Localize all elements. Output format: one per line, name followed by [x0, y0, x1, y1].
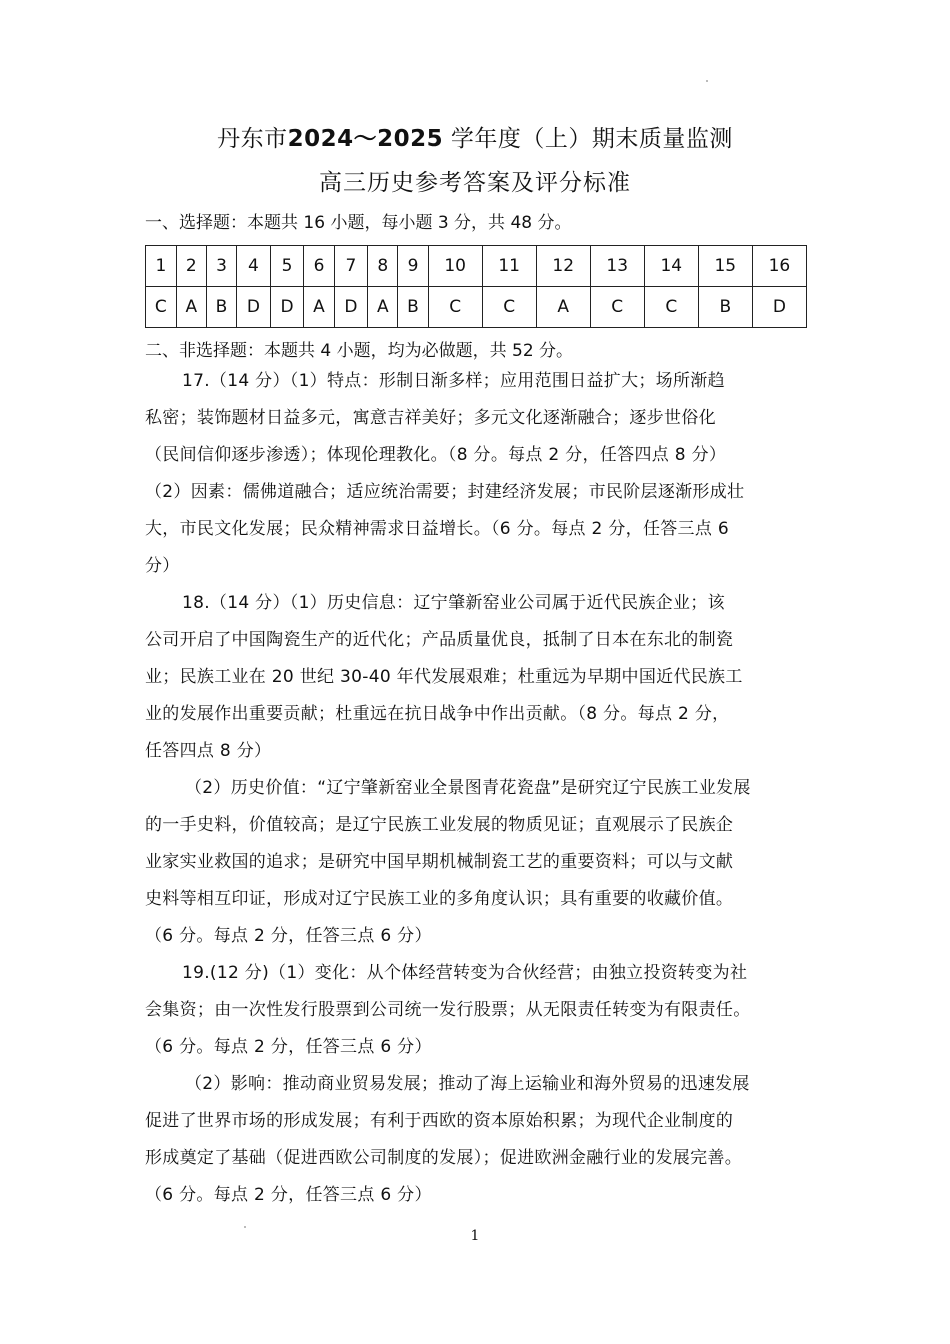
page-number: 1 — [470, 1228, 480, 1244]
section2-heading: 二、非选择题：本题共 4 小题，均为必做题，共 52 分。 — [145, 341, 574, 361]
question-number: 7 — [334, 246, 368, 287]
q18-line: 18.（14 分）（1）历史信息：辽宁肇新窑业公司属于近代民族企业；该 — [182, 593, 725, 613]
scan-speck — [706, 80, 708, 82]
q18-line: 的一手史料，价值较高；是辽宁民族工业发展的物质见证；直观展示了民族企 — [145, 815, 734, 835]
q17-line: 大，市民文化发展；民众精神需求日益增长。（6 分。每点 2 分，任答三点 6 — [145, 519, 729, 539]
answer-cell: A — [368, 287, 398, 328]
title-year: 2024～2025 — [287, 126, 444, 152]
answer-cell: B — [206, 287, 236, 328]
q19-line: 促进了世界市场的形成发展；有利于西欧的资本原始积累；为现代企业制度的 — [145, 1111, 734, 1131]
question-number: 2 — [176, 246, 206, 287]
question-number: 5 — [270, 246, 304, 287]
q17-line: （2）因素：儒佛道融合；适应统治需要；封建经济发展；市民阶层逐渐形成壮 — [145, 482, 745, 502]
q17-line: 分） — [145, 556, 180, 576]
answer-cell: D — [752, 287, 806, 328]
question-number: 6 — [304, 246, 334, 287]
question-number: 1 — [146, 246, 177, 287]
answer-cell: A — [304, 287, 334, 328]
question-number: 11 — [482, 246, 536, 287]
document-title — [0, 122, 950, 156]
question-number: 14 — [644, 246, 698, 287]
question-number: 16 — [752, 246, 806, 287]
q18-line: （2）历史价值：“辽宁肇新窑业全景图青花瓷盘”是研究辽宁民族工业发展 — [185, 778, 751, 798]
question-number: 10 — [428, 246, 482, 287]
answer-cell: C — [428, 287, 482, 328]
q18-line: 业家实业救国的追求；是研究中国早期机械制瓷工艺的重要资料；可以与文献 — [145, 852, 734, 872]
q18-line: 公司开启了中国陶瓷生产的近代化；产品质量优良，抵制了日本在东北的制瓷 — [145, 630, 734, 650]
q18-line: 业；民族工业在 20 世纪 30-40 年代发展艰难；杜重远为早期中国近代民族工 — [145, 667, 743, 687]
q19-line: 形成奠定了基础（促进西欧公司制度的发展）；促进欧洲金融行业的发展完善。 — [145, 1148, 742, 1168]
question-number-row — [146, 246, 807, 287]
q17-line: （民间信仰逐步渗透）；体现伦理教化。（8 分。每点 2 分，任答四点 8 分） — [145, 445, 727, 465]
q18-line: 史料等相互印证，形成对辽宁民族工业的多角度认识；具有重要的收藏价值。 — [145, 889, 734, 909]
answer-cell: C — [146, 287, 177, 328]
question-number: 3 — [206, 246, 236, 287]
q19-line: 会集资；由一次性发行股票到公司统一发行股票；从无限责任转变为有限责任。 — [145, 1000, 751, 1020]
q17-line: 17.（14 分）（1）特点：形制日渐多样；应用范围日益扩大；场所渐趋 — [182, 371, 725, 391]
answer-cell: D — [270, 287, 304, 328]
q19-line: （6 分。每点 2 分，任答三点 6 分） — [145, 1037, 432, 1057]
q18-line: （6 分。每点 2 分，任答三点 6 分） — [145, 926, 432, 946]
q18-line: 业的发展作出重要贡献；杜重远在抗日战争中作出贡献。（8 分。每点 2 分， — [145, 704, 730, 724]
answer-row — [146, 287, 807, 328]
q19-line: （2）影响：推动商业贸易发展；推动了海上运输业和海外贸易的迅速发展 — [185, 1074, 750, 1094]
q19-line: 19.(12 分)（1）变化：从个体经营转变为合伙经营；由独立投资转变为社 — [182, 963, 748, 983]
section1-heading: 一、选择题：本题共 16 小题，每小题 3 分，共 48 分。 — [145, 213, 572, 233]
answer-table — [145, 245, 807, 328]
question-number: 8 — [368, 246, 398, 287]
answer-body — [145, 363, 825, 1214]
answer-cell: C — [482, 287, 536, 328]
answer-cell: A — [176, 287, 206, 328]
answer-cell: D — [237, 287, 271, 328]
question-number: 4 — [237, 246, 271, 287]
answer-cell: C — [644, 287, 698, 328]
document-subtitle: 高三历史参考答案及评分标准 — [319, 170, 631, 196]
question-number: 12 — [536, 246, 590, 287]
question-number: 9 — [398, 246, 428, 287]
answer-cell: C — [590, 287, 644, 328]
title-rest: 学年度（上）期末质量监测 — [443, 126, 733, 152]
answer-cell: B — [398, 287, 428, 328]
title-city: 丹东市 — [217, 126, 288, 152]
answer-cell: A — [536, 287, 590, 328]
q18-line: 任答四点 8 分） — [145, 741, 272, 761]
question-number: 13 — [590, 246, 644, 287]
question-number: 15 — [698, 246, 752, 287]
answer-cell: B — [698, 287, 752, 328]
q19-line: （6 分。每点 2 分，任答三点 6 分） — [145, 1185, 432, 1205]
answer-cell: D — [334, 287, 368, 328]
q17-line: 私密；装饰题材日益多元，寓意吉祥美好；多元文化逐渐融合；逐步世俗化 — [145, 408, 716, 428]
